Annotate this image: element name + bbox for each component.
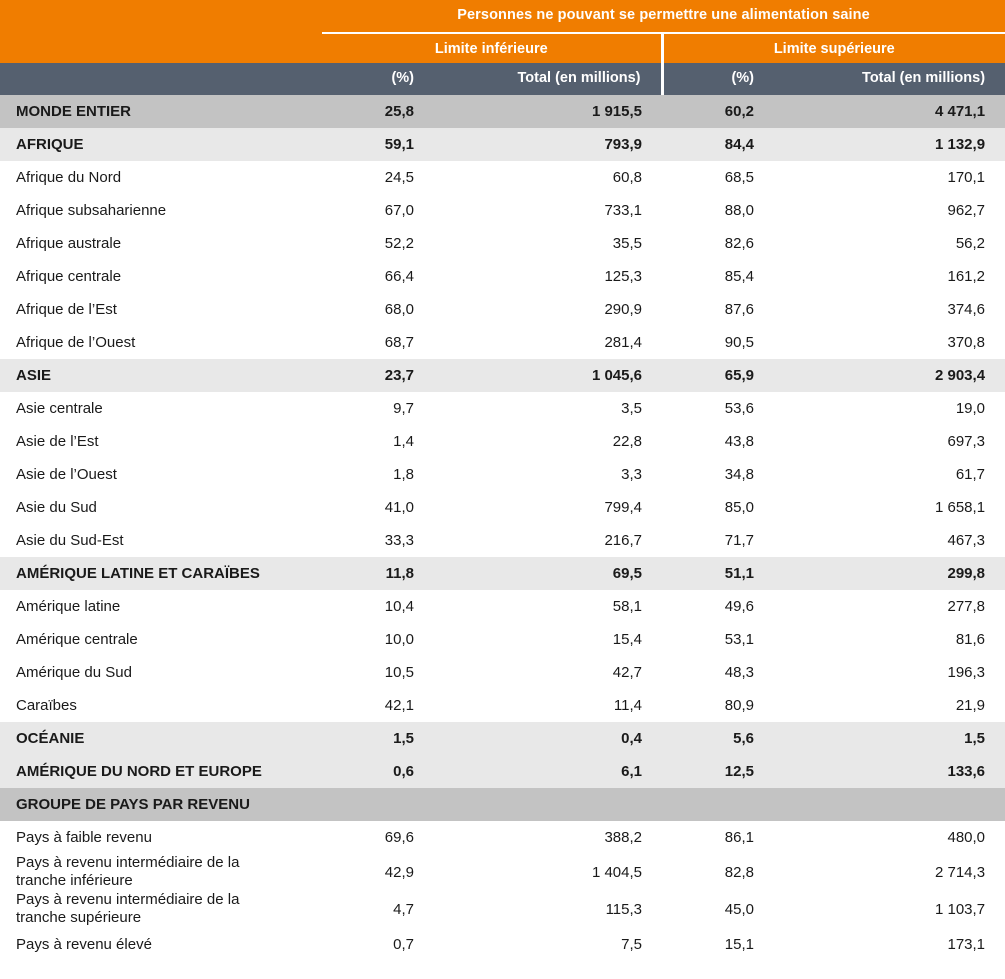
section-label: GROUPE DE PAYS PAR REVENU	[0, 788, 322, 821]
row-label	[0, 891, 322, 928]
row-label-line-1: Pays à revenu intermédiaire de la	[16, 891, 240, 908]
header-column-upper-pct: (%)	[662, 63, 774, 95]
row-label: Pays à revenu élevé	[0, 928, 322, 961]
row-label	[0, 854, 322, 891]
row-label: Afrique de l’Ouest	[0, 326, 322, 359]
row-label: Asie centrale	[0, 392, 322, 425]
table-row	[0, 359, 1005, 392]
row-upper-total: 1 103,7	[774, 891, 1005, 928]
row-label: Asie du Sud-Est	[0, 524, 322, 557]
row-lower-total: 6,1	[434, 755, 662, 788]
row-lower-total: 115,3	[434, 891, 662, 928]
row-upper-total: 374,6	[774, 293, 1005, 326]
table-row	[0, 260, 1005, 293]
table-row	[0, 161, 1005, 194]
row-upper-total: 81,6	[774, 623, 1005, 656]
row-upper-total: 277,8	[774, 590, 1005, 623]
row-lower-total: 11,4	[434, 689, 662, 722]
row-lower-pct: 10,4	[322, 590, 434, 623]
row-lower-total: 15,4	[434, 623, 662, 656]
table-row	[0, 755, 1005, 788]
row-lower-total: 125,3	[434, 260, 662, 293]
table-row	[0, 458, 1005, 491]
table-row	[0, 326, 1005, 359]
row-upper-total: 480,0	[774, 821, 1005, 854]
row-upper-pct: 82,8	[662, 854, 774, 891]
row-lower-pct: 4,7	[322, 891, 434, 928]
row-label: OCÉANIE	[0, 722, 322, 755]
table-row	[0, 95, 1005, 128]
row-lower-pct: 10,0	[322, 623, 434, 656]
row-upper-pct: 51,1	[662, 557, 774, 590]
header-corner-blank	[0, 0, 322, 33]
section-lower-total	[434, 788, 662, 821]
row-lower-total: 7,5	[434, 928, 662, 961]
header-group-blank	[0, 33, 322, 63]
row-upper-pct: 15,1	[662, 928, 774, 961]
row-lower-total: 0,4	[434, 722, 662, 755]
row-lower-total: 388,2	[434, 821, 662, 854]
row-label: AFRIQUE	[0, 128, 322, 161]
table-row	[0, 928, 1005, 961]
row-upper-pct: 87,6	[662, 293, 774, 326]
header-column-lower-pct: (%)	[322, 63, 434, 95]
table-row	[0, 392, 1005, 425]
row-lower-pct: 1,8	[322, 458, 434, 491]
row-upper-total: 1 132,9	[774, 128, 1005, 161]
row-upper-total: 56,2	[774, 227, 1005, 260]
row-upper-pct: 12,5	[662, 755, 774, 788]
row-upper-pct: 65,9	[662, 359, 774, 392]
row-upper-pct: 45,0	[662, 891, 774, 928]
row-upper-total: 2 903,4	[774, 359, 1005, 392]
table-header	[0, 0, 1005, 95]
row-upper-pct: 68,5	[662, 161, 774, 194]
row-upper-pct: 34,8	[662, 458, 774, 491]
row-lower-pct: 67,0	[322, 194, 434, 227]
row-label: Afrique centrale	[0, 260, 322, 293]
row-upper-pct: 84,4	[662, 128, 774, 161]
table-row	[0, 557, 1005, 590]
header-group-lower-bound: Limite inférieure	[322, 33, 662, 63]
row-upper-pct: 60,2	[662, 95, 774, 128]
table-row	[0, 821, 1005, 854]
row-upper-total: 133,6	[774, 755, 1005, 788]
row-lower-pct: 9,7	[322, 392, 434, 425]
header-column-label-blank	[0, 63, 322, 95]
row-upper-pct: 5,6	[662, 722, 774, 755]
row-lower-total: 1 404,5	[434, 854, 662, 891]
row-upper-total: 21,9	[774, 689, 1005, 722]
header-group-upper-bound: Limite supérieure	[662, 33, 1005, 63]
row-lower-pct: 33,3	[322, 524, 434, 557]
row-lower-pct: 68,0	[322, 293, 434, 326]
header-column-lower-total: Total (en millions)	[434, 63, 662, 95]
row-upper-pct: 53,1	[662, 623, 774, 656]
row-upper-total: 370,8	[774, 326, 1005, 359]
row-lower-pct: 24,5	[322, 161, 434, 194]
row-label: ASIE	[0, 359, 322, 392]
row-lower-pct: 10,5	[322, 656, 434, 689]
row-upper-pct: 88,0	[662, 194, 774, 227]
row-lower-total: 42,7	[434, 656, 662, 689]
row-upper-pct: 71,7	[662, 524, 774, 557]
row-lower-total: 22,8	[434, 425, 662, 458]
row-lower-pct: 68,7	[322, 326, 434, 359]
row-upper-pct: 85,0	[662, 491, 774, 524]
row-lower-pct: 0,6	[322, 755, 434, 788]
table-row	[0, 293, 1005, 326]
row-lower-pct: 41,0	[322, 491, 434, 524]
row-upper-total: 170,1	[774, 161, 1005, 194]
row-lower-total: 1 915,5	[434, 95, 662, 128]
table-row	[0, 491, 1005, 524]
row-lower-total: 69,5	[434, 557, 662, 590]
row-upper-total: 467,3	[774, 524, 1005, 557]
row-upper-total: 1 658,1	[774, 491, 1005, 524]
row-lower-pct: 1,5	[322, 722, 434, 755]
header-supertitle: Personnes ne pouvant se permettre une alimentation saine	[322, 0, 1005, 33]
row-label: Afrique du Nord	[0, 161, 322, 194]
row-lower-pct: 59,1	[322, 128, 434, 161]
row-upper-pct: 49,6	[662, 590, 774, 623]
row-upper-pct: 43,8	[662, 425, 774, 458]
row-label: Afrique de l’Est	[0, 293, 322, 326]
row-lower-pct: 25,8	[322, 95, 434, 128]
header-columns-row	[0, 63, 1005, 95]
row-upper-pct: 85,4	[662, 260, 774, 293]
table-row	[0, 425, 1005, 458]
table-row	[0, 524, 1005, 557]
row-upper-total: 2 714,3	[774, 854, 1005, 891]
row-label: MONDE ENTIER	[0, 95, 322, 128]
row-upper-total: 962,7	[774, 194, 1005, 227]
row-lower-pct: 11,8	[322, 557, 434, 590]
row-upper-total: 299,8	[774, 557, 1005, 590]
row-label: Pays à faible revenu	[0, 821, 322, 854]
row-lower-total: 3,3	[434, 458, 662, 491]
table-row	[0, 891, 1005, 928]
row-lower-total: 35,5	[434, 227, 662, 260]
row-lower-pct: 42,1	[322, 689, 434, 722]
row-lower-total: 60,8	[434, 161, 662, 194]
row-lower-pct: 23,7	[322, 359, 434, 392]
row-upper-total: 4 471,1	[774, 95, 1005, 128]
row-upper-total: 1,5	[774, 722, 1005, 755]
table-row	[0, 722, 1005, 755]
row-label: Asie de l’Est	[0, 425, 322, 458]
row-label-line-2: tranche inférieure	[16, 872, 133, 889]
row-label: Amérique centrale	[0, 623, 322, 656]
row-upper-pct: 90,5	[662, 326, 774, 359]
table-section-header-row	[0, 788, 1005, 821]
row-upper-total: 196,3	[774, 656, 1005, 689]
row-lower-pct: 52,2	[322, 227, 434, 260]
table-row	[0, 590, 1005, 623]
row-label: Amérique latine	[0, 590, 322, 623]
row-upper-pct: 86,1	[662, 821, 774, 854]
row-upper-total: 161,2	[774, 260, 1005, 293]
row-lower-total: 58,1	[434, 590, 662, 623]
row-lower-total: 1 045,6	[434, 359, 662, 392]
row-lower-total: 793,9	[434, 128, 662, 161]
row-upper-pct: 80,9	[662, 689, 774, 722]
row-label-line-1: Pays à revenu intermédiaire de la	[16, 854, 240, 871]
row-lower-pct: 69,6	[322, 821, 434, 854]
row-upper-pct: 48,3	[662, 656, 774, 689]
row-lower-pct: 42,9	[322, 854, 434, 891]
row-label: AMÉRIQUE DU NORD ET EUROPE	[0, 755, 322, 788]
row-label-line-2: tranche supérieure	[16, 909, 142, 926]
row-lower-pct: 66,4	[322, 260, 434, 293]
section-upper-total	[774, 788, 1005, 821]
row-label: Asie de l’Ouest	[0, 458, 322, 491]
row-upper-total: 19,0	[774, 392, 1005, 425]
header-group-row	[0, 33, 1005, 63]
row-label: Asie du Sud	[0, 491, 322, 524]
row-lower-total: 216,7	[434, 524, 662, 557]
table-row	[0, 227, 1005, 260]
row-label: Afrique subsaharienne	[0, 194, 322, 227]
table-row	[0, 623, 1005, 656]
row-lower-pct: 1,4	[322, 425, 434, 458]
header-supertitle-row	[0, 0, 1005, 33]
header-column-upper-total: Total (en millions)	[774, 63, 1005, 95]
table-row	[0, 854, 1005, 891]
row-lower-total: 281,4	[434, 326, 662, 359]
section-upper-pct	[662, 788, 774, 821]
table-row	[0, 128, 1005, 161]
row-upper-total: 173,1	[774, 928, 1005, 961]
row-label: Afrique australe	[0, 227, 322, 260]
row-upper-total: 61,7	[774, 458, 1005, 491]
row-label: AMÉRIQUE LATINE ET CARAÏBES	[0, 557, 322, 590]
table-body	[0, 95, 1005, 961]
table-row	[0, 194, 1005, 227]
section-lower-pct	[322, 788, 434, 821]
row-lower-total: 733,1	[434, 194, 662, 227]
row-lower-pct: 0,7	[322, 928, 434, 961]
row-lower-total: 799,4	[434, 491, 662, 524]
row-upper-pct: 82,6	[662, 227, 774, 260]
row-lower-total: 290,9	[434, 293, 662, 326]
table-row	[0, 656, 1005, 689]
row-label: Amérique du Sud	[0, 656, 322, 689]
row-upper-pct: 53,6	[662, 392, 774, 425]
row-lower-total: 3,5	[434, 392, 662, 425]
table-row	[0, 689, 1005, 722]
row-upper-total: 697,3	[774, 425, 1005, 458]
row-label: Caraïbes	[0, 689, 322, 722]
